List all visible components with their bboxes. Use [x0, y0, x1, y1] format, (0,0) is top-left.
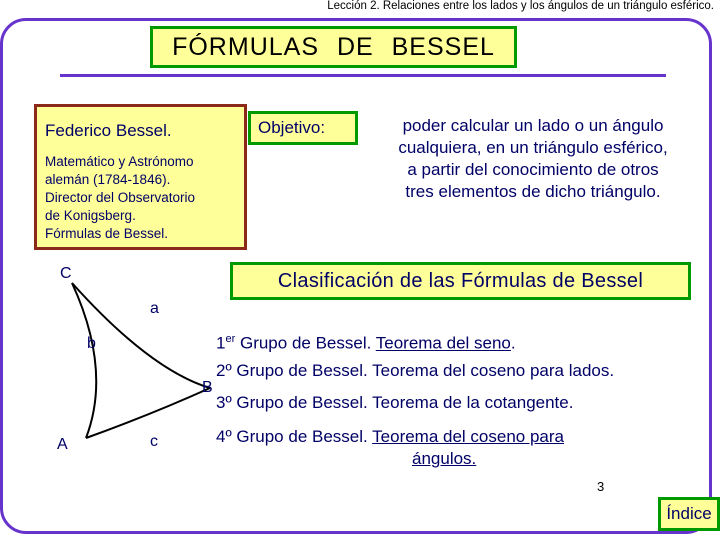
- vertex-a-label: A: [57, 436, 68, 453]
- objective-line: a partir del conocimiento de otros: [407, 160, 659, 179]
- bio-line: de Konigsberg.: [45, 208, 136, 223]
- side-b-label: b: [87, 335, 96, 352]
- page-number: 3: [597, 479, 605, 494]
- objective-label: Objetivo:: [248, 111, 358, 145]
- group-4-line-2: [412, 449, 476, 469]
- group-4-link-2[interactable]: ángulos.: [412, 449, 477, 468]
- objective-line: tres elementos de dicho triángulo.: [405, 182, 661, 201]
- group-4-link-1[interactable]: Teorema del coseno para: [372, 427, 564, 446]
- group-3: 3º Grupo de Bessel. Teorema de la cotangente.: [216, 393, 574, 412]
- slide-title: FÓRMULAS DE BESSEL: [150, 26, 517, 68]
- group-1-suffix: er: [225, 333, 236, 345]
- bio-line: Director del Observatorio: [45, 190, 196, 205]
- index-button[interactable]: Índice: [658, 497, 720, 531]
- bio-line: Fórmulas de Bessel.: [45, 226, 169, 241]
- vertex-b-label: B: [202, 379, 213, 396]
- arc-c: [86, 388, 210, 438]
- group-4: [216, 427, 564, 447]
- group-1: [216, 333, 516, 354]
- lesson-header: Lección 2. Relaciones entre los lados y los ángulos de un triángulo esférico.: [327, 0, 714, 12]
- side-c-label: c: [150, 433, 158, 450]
- objective-line: poder calcular un lado o un ángulo: [402, 116, 664, 135]
- group-1-end: .: [510, 333, 516, 353]
- bio-name: Federico Bessel.: [45, 121, 172, 140]
- group-1-link[interactable]: Teorema del seno: [375, 333, 511, 353]
- group-4-text: 4º Grupo de Bessel.: [216, 427, 373, 446]
- bio-line: alemán (1784-1846).: [45, 172, 171, 187]
- group-1-text: Grupo de Bessel.: [235, 333, 376, 353]
- group-2: 2º Grupo de Bessel. Teorema del coseno para lados.: [216, 361, 615, 380]
- objective-line: cualquiera, en un triángulo esférico,: [398, 138, 668, 157]
- group-1-number: 1: [216, 333, 226, 353]
- bio-line: Matemático y Astrónomo: [45, 154, 194, 169]
- vertex-c-label: C: [60, 265, 72, 282]
- classification-title: Clasificación de las Fórmulas de Bessel: [230, 262, 691, 300]
- side-a-label: a: [150, 300, 159, 317]
